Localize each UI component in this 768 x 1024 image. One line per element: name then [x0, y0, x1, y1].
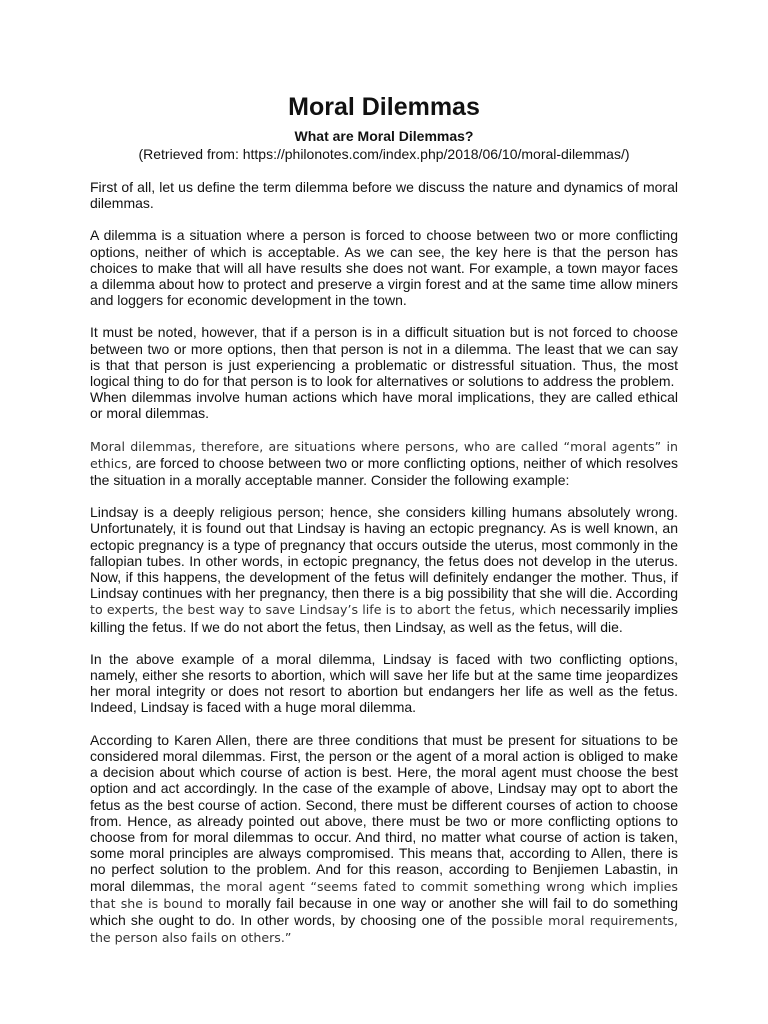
paragraph-3: It must be noted, however, that if a person is in a difficult situation but is not forced to choose between two or more options, then that person is not in a dilemma. The least that we can say is that that person is just experiencing a problematic or distressful situation. Thus, the most logical thing to do for that person is to look for alternatives or solutions to address the problem.	[90, 324, 678, 390]
paragraph-8-middle: morally fail because in one way or another she will fail to do something which she ought to do. In other words, by choosing one of the p	[90, 894, 679, 928]
source-citation: (Retrieved from: https://philonotes.com/index.php/2018/06/10/moral-dilemmas/)	[138, 146, 630, 162]
document-page	[90, 92, 678, 962]
paragraph-6	[90, 504, 678, 635]
paragraph-4: When dilemmas involve human actions which have moral implications, they are called ethical or moral dilemmas.	[90, 389, 678, 422]
paragraph-2: A dilemma is a situation where a person is forced to choose between two or more conflicting options, neither of which is acceptable. As we can see, the key here is that the person has choices to make that will all have results she does not want. For example, a town mayor faces a dilemma about how to protect and preserve a virgin forest and at the same time allow miners and loggers for economic development in the town.	[90, 227, 678, 309]
paragraph-6-lead: Lindsay is a deeply religious person; hence, she considers killing humans absolutely wrong. Unfortunately, it is found out that Lindsay is having an ectopic pregnancy. As is well known, an ectopic pregnancy is a type of pregnancy that occurs outside the uterus, most commonly in the fallopian tubes. In other words, in ectopic pregnancy, the fetus does not develop in the uterus. Now, if this happens, the development of the fetus will definitely endanger the mother. Thus, if Lindsay continues with her pregnancy, then there is a big possibility that she will die. According	[90, 504, 678, 602]
paragraph-7: In the above example of a moral dilemma, Lindsay is faced with two conflicting options, namely, either she resorts to abortion, which will save her life but at the same time jeopardizes her moral integrity or does not resort to abortion but endangers her life as well as the fetus. Indeed, Lindsay is faced with a huge moral dilemma.	[90, 650, 678, 716]
paragraph-1: First of all, let us define the term dilemma before we discuss the nature and dynamics of moral dilemmas.	[90, 179, 678, 212]
paragraph-8-quote: the moral agent “seems fated to commit something wrong which implies that she is bound to	[90, 878, 678, 911]
paragraph-8-end: ossible moral requirements, the person also fails on others.”	[90, 912, 678, 946]
paragraph-8	[90, 732, 678, 947]
paragraph-5	[90, 438, 678, 489]
paragraph-5-rest: are forced to choose between two or more conflicting options, neither of which resolves the situation in a morally acceptable manner. Consider the following example:	[90, 454, 678, 489]
document-subtitle: What are Moral Dilemmas?	[294, 128, 474, 144]
paragraph-6-rest: necessarily implies killing the fetus. If we do not abort the fetus, then Lindsay, as well as the fetus, will die.	[90, 601, 678, 635]
document-title: Moral Dilemmas	[288, 93, 480, 121]
paragraph-8-lead: According to Karen Allen, there are three conditions that must be present for situations to be considered moral dilemmas. First, the person or the agent of a moral action is obliged to make a decision about which course of action is best. Here, the moral agent must choose the best option and act accordingly. In the case of the example of above, Lindsay may opt to abort the fetus as the best course of action. Second, there must be different courses of action to choose from. Hence, as already pointed out above, there must be two or more conflicting options to choose from for moral dilemmas to occur. And third, no matter what course of action is taken, some moral principles are always compromised. This means that, according to Allen, there is no perfect solution to the problem. And for this reason, according to Benjiemen Labastin, in moral dilemmas,	[90, 731, 678, 894]
paragraph-6-quote: to experts, the best way to save Lindsay’s life is to abort the fetus, which	[90, 602, 557, 618]
paragraph-5-lead: Moral dilemmas, therefore, are situations where persons, who are called “moral agents” in ethics,	[90, 438, 678, 471]
